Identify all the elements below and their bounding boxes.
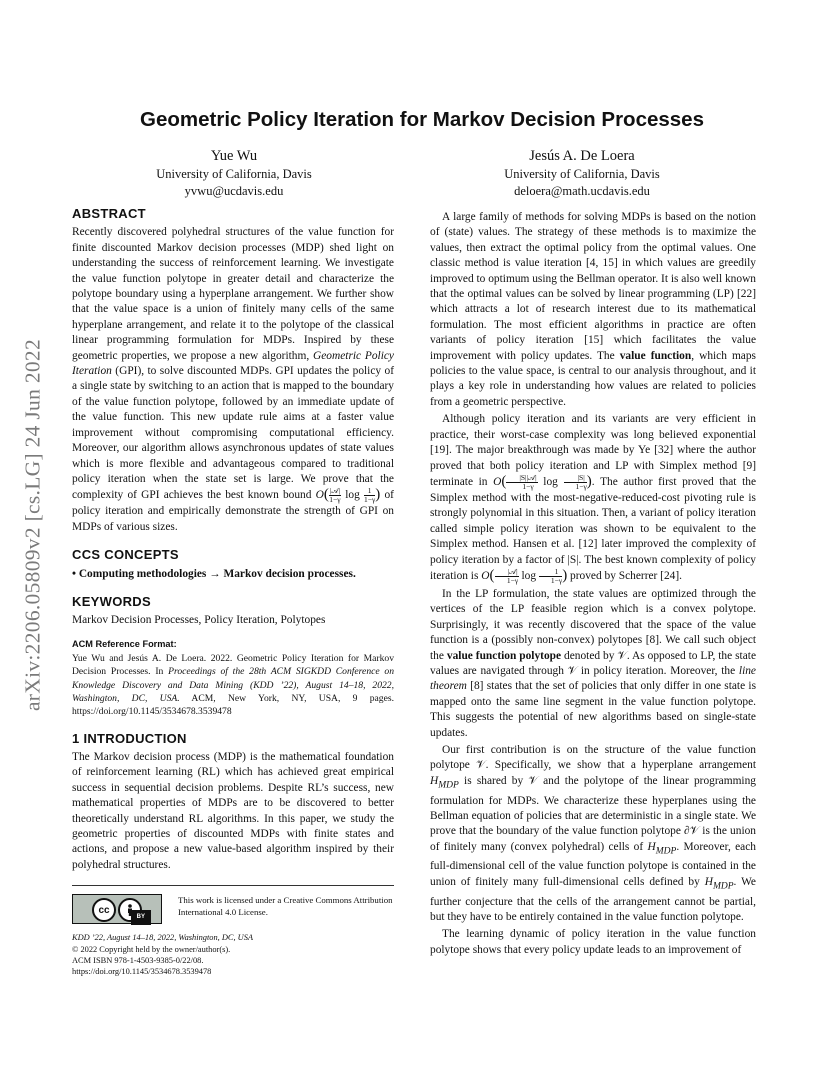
arxiv-id: arXiv:2206.05809v2 [cs.LG] 24 Jun 2022 (20, 338, 45, 712)
author-block-1 (84, 146, 384, 200)
introduction-heading: 1 INTRODUCTION (72, 730, 187, 746)
isbn-line: ACM ISBN 978-1-4503-9385-0/22/08. (72, 955, 204, 965)
paragraph: The learning dynamic of policy iteration in the value function polytope shows that every policy update leads to an improvement of (430, 928, 756, 956)
abstract-heading: ABSTRACT (72, 206, 146, 221)
footer-info (72, 932, 394, 977)
cc-by-badge[interactable] (72, 894, 162, 924)
venue-line: KDD ’22, August 14–18, 2022, Washington, DC, USA (72, 933, 254, 943)
ccs-section (72, 547, 394, 582)
author-affiliation: University of California, Davis (156, 167, 312, 181)
author-email: yvwu@ucdavis.edu (184, 184, 284, 198)
paragraph: A large family of methods for solving MDPs is based on the notion of (state) values. The strategy of these methods is to maximize the values, then extract the optimal policy from the optimal values. One classic method is value iteration [4, 15] in which values are greedily improved to optimum using the Bellman operator. It is also well known that the optimal values can be solved by linear programming (LP) [22] which attracts a lot of research interest due to its mathematical formulation. The most efficient algorithms in practice are often variants of policy iteration [15] which facilitates the value improvement with policy updates. The value function, which maps policies to the value space, is central to our analysis throughout, and it plays a key role in understanding how values are related to policies from a geometric perspective. (430, 211, 756, 408)
introduction-section (72, 731, 394, 874)
ccs-heading: CCS CONCEPTS (72, 547, 179, 563)
copyright-line: © 2022 Copyright held by the owner/author(s). (72, 944, 231, 954)
complexity-bound: O( $\frac{\text{|𝒜|}}{1-\gamma}$ log $\frac{1}{1-\gamma}$ ) (315, 486, 381, 505)
author-name: Yue Wu (210, 148, 258, 164)
keywords-heading: KEYWORDS (72, 593, 151, 609)
doi-link[interactable]: https://doi.org/10.1145/3534678.3539478 (72, 967, 212, 977)
left-column (72, 206, 394, 977)
reference-format-heading: ACM Reference Format: (72, 638, 177, 649)
license-text: This work is licensed under a Creative Commons Attribution International 4.0 License. (178, 895, 393, 918)
right-column (430, 206, 756, 960)
paragraph: Although policy iteration and its variants are very efficient in practice, their worst-case complexity was long believed exponential [19]. The major breakthrough was made by Ye [32] where the author proved that both policy iteration and LP with Simplex method [9] terminate in O( $\frac{\text{|S||𝒜|}}{1-\gamma}$ log $\frac{|S|}{1-\gamma}$ ). The author first proved that the Simplex method with the most-negative-reduced-cost pivoting rule is strongly polynomial in this situation. Then, a variant of policy iteration called simple policy iteration was shown to be equivalent to the Simplex method. Hansen et al. [12] later improved the complexity of policy iteration by a factor of |S|. The best known complexity of policy iteration is O( $\frac{\text{|𝒜|}}{1-\gamma}$ log $\frac{1}{1-\gamma}$ ) proved by Scherrer [24]. (430, 413, 756, 585)
keywords-section (72, 594, 394, 629)
author-name: Jesús A. De Loera (529, 148, 635, 164)
ccs-text: • Computing methodologies → Markov decision processes. (72, 567, 356, 580)
cc-icon: cc (92, 898, 116, 922)
complexity-bound: O( $\frac{\text{|S||𝒜|}}{1-\gamma}$ log $\frac{|S|}{1-\gamma}$ ) (493, 472, 592, 491)
arxiv-sidebar (16, 290, 50, 760)
license-block (72, 885, 394, 924)
by-label: BY (131, 910, 151, 925)
author-email: deloera@math.ucdavis.edu (514, 184, 650, 198)
paper-title: Geometric Policy Iteration for Markov Decision Processes (140, 108, 704, 131)
introduction-text: The Markov decision process (MDP) is the mathematical foundation of reinforcement learning (RL) which has achieved great empirical success in sequential decision problems. Despite RL’s success, new mathematical properties of MDPs are to be discovered to better theoretically understand RL algorithms. In this paper, we study the geometric properties of discounted MDPs with finite states and actions, and propose a new value-based algorithm inspired by their polyhedral structures. (72, 751, 394, 871)
keywords-text: Markov Decision Processes, Policy Iteration, Polytopes (72, 614, 326, 627)
abstract-text: Recently discovered polyhedral structures of the value function for finite discounted Markov decision processes (MDP) shed light on understanding the success of reinforcement learning. We investigate the value function polytope in greater detail and characterize the polytope boundary using a hyperplane arrangement. We further show that the value space is a union of finitely many cells of the same hyperplane arrangement, and relate it to the polytope of the classical linear programming formulation for MDPs. Inspired by these geometric properties, we propose a new algorithm, Geometric Policy Iteration (GPI), to solve discounted MDPs. GPI updates the policy of a single state by switching to an action that is mapped to the boundary of the value function polytope, followed by an immediate update of the value function. This new update rule aims at a faster value improvement without compromising computational efficiency. Moreover, our algorithm allows asynchronous updates of state values which is more flexible and advantageous compared to traditional policy iteration when the state set is large. We prove that the complexity of GPI achieves the best known bound O( $\frac{\text{|𝒜|}}{1-\gamma}$ log $\frac{1}{1-\gamma}$ ) of policy iteration and empirically demonstrate the strength of GPI on MDPs of various sizes. (72, 226, 394, 533)
complexity-bound: O( $\frac{\text{|𝒜|}}{1-\gamma}$ log $\frac{1}{1-\gamma}$ ) (481, 566, 568, 585)
author-block-2 (432, 146, 732, 200)
abstract-section (72, 206, 394, 535)
reference-format-text: Yue Wu and Jesús A. De Loera. 2022. Geometric Policy Iteration for Markov Decision Processes. In Proceedings of the 28th ACM SIGKDD Conference on Knowledge Discovery and Data Mining (KDD ’22), August 14–18, 2022, Washington, DC, USA. ACM, New York, NY, USA, 9 pages. https://doi.org/10.1145/3534678.3539478 (72, 653, 394, 718)
paragraph: In the LP formulation, the state values are optimized through the vertices of the LP feasible region which is a convex polytope. Surprisingly, it was recently discovered that the space of the value function is a (possibly non-convex) polytopes [8]. We call such object the value function polytope denoted by 𝒱. As opposed to LP, the state values are navigated through 𝒱 in policy iteration. Moreover, the line theorem [8] states that the set of policies that only differ in one state is mapped onto the same line segment in the value function polytope. This suggests the potential of new algorithms based on single-state updates. (430, 587, 757, 739)
paragraph: Our first contribution is on the structure of the value function polytope 𝒱. Specifically, we show that a hyperplane arrangement $H_{MDP}$ is shared by 𝒱 and the polytope of the linear programming formulation for MDPs. We characterize these hyperplanes using the Bellman equation of policies that are deterministic in a single state. We prove that the boundary of the value function polytope ∂𝒱 is the union of finitely many (convex polyhedral) cells of $H_{MDP}$. Moreover, each full-dimensional cell of the value function polytope is contained in the union of finitely many full-dimensional cells defined by $H_{MDP}$. We further conjecture that the cells of the arrangement cannot be partial, but they have to be entirely contained in the value function polytope. (430, 744, 756, 923)
author-affiliation: University of California, Davis (504, 167, 660, 181)
